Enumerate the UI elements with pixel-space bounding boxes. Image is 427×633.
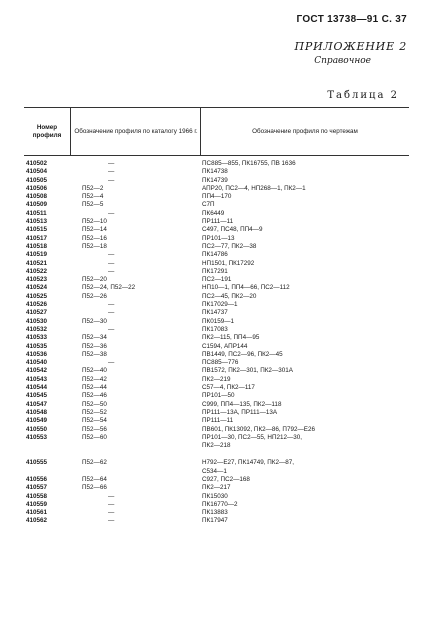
table-row [24,301,409,309]
table-row [24,326,409,334]
drawing-designation: ПК2—115, ПП4—95 [202,334,260,342]
table-row [24,409,409,417]
profile-number: 410517 [26,234,48,242]
catalog-designation: — [108,500,115,508]
drawing-designation: ПК16770—2 [202,500,238,508]
drawing-designation: ПС885—855, ПК16755, ПВ 1636 [202,160,296,167]
table-row [24,251,409,259]
profile-number: 410556 [26,475,48,483]
profile-number: 410518 [26,242,48,250]
profile-number: 410533 [26,334,48,342]
catalog-designation: П52—64 [82,475,107,483]
drawing-designation: ПР111—13А, ПР111—13А [202,408,278,416]
table-row [24,509,409,517]
drawing-designation: ПК13883 [202,509,228,517]
table-row [24,376,409,384]
drawing-designation: ПР111—11 [202,417,234,425]
table-row [24,343,409,351]
table-row [24,434,409,442]
profile-number: 410515 [26,226,48,234]
catalog-designation: П52—30 [82,317,107,325]
profile-number: 410553 [26,433,48,441]
table-row [24,268,409,276]
table-row [24,468,409,476]
table-row [24,401,409,409]
table-row [24,334,409,342]
catalog-designation: П52—38 [82,350,107,358]
table-row [24,185,409,193]
drawing-designation: ПС2—77, ПК2—38 [202,242,257,250]
drawing-designation: С7П [202,201,215,209]
catalog-designation: П52—10 [82,218,107,226]
profile-number: 410526 [26,301,48,309]
drawing-designation: ПК2—219 [202,375,231,383]
profile-number: 410545 [26,392,48,400]
drawing-designation: НП1501, ПК17292 [202,259,255,267]
catalog-designation: П52—60 [82,433,107,441]
profile-number: 410522 [26,267,48,275]
drawing-designation: НП10—1, ПП4—66, ПС2—112 [202,284,290,292]
table-row [24,318,409,326]
catalog-designation: П52—66 [82,484,107,492]
profile-number: 410505 [26,176,48,184]
profile-number: 410561 [26,509,48,517]
catalog-designation: П52—44 [82,384,107,392]
table-row [24,160,409,168]
profile-number: 410542 [26,367,48,375]
table-header [24,107,409,156]
table-row [24,459,409,467]
profile-number: 410557 [26,484,48,492]
table-row [24,392,409,400]
catalog-designation: П52—50 [82,400,107,408]
catalog-designation: П52—36 [82,342,107,350]
table-row [24,260,409,268]
profile-number: 410549 [26,417,48,425]
table-row [24,476,409,484]
profile-number: 410558 [26,492,48,500]
header-catalog-designation: Обозначение профиля по каталогу 1966 г. [70,108,201,155]
drawing-designation: С999, ПП4—135, ПК2—118 [202,400,282,408]
catalog-designation: П52—26 [82,292,107,300]
profile-number: 410536 [26,350,48,358]
profile-number: 410555 [26,459,48,467]
profile-number: 410540 [26,359,48,367]
catalog-designation: П52—4 [82,193,104,201]
drawing-designation: ПВ1449, ПС2—96, ПК2—45 [202,350,283,358]
drawing-designation: ПК6449 [202,209,225,217]
table-row [24,517,409,525]
profile-number: 410511 [26,209,47,217]
catalog-designation: — [108,259,115,267]
table-row [24,501,409,509]
drawing-designation: ПК14737 [202,309,228,317]
profile-number: 410519 [26,251,48,259]
catalog-designation: — [108,509,115,517]
catalog-designation: П52—42 [82,375,107,383]
table-row [24,293,409,301]
header-profile-number: Номер профиля [32,123,62,139]
table-row [24,442,409,450]
catalog-designation: П52—16 [82,234,107,242]
catalog-designation: П52—56 [82,425,107,433]
catalog-designation: П52—52 [82,408,107,416]
drawing-designation: ПК17291 [202,267,228,275]
profile-number: 410506 [26,184,48,192]
drawing-designation: ПР111—11 [202,218,234,226]
appendix-title: ПРИЛОЖЕНИЕ 2 [294,40,407,53]
profile-number: 410508 [26,193,48,201]
table-row [24,384,409,392]
standard-header: ГОСТ 13738—91 С. 37 [296,14,407,25]
table-row [24,193,409,201]
table-row [24,243,409,251]
catalog-designation: П52—54 [82,417,107,425]
header-drawing-designation: Обозначение профиля по чертежам [200,108,409,155]
catalog-designation: П52—18 [82,242,107,250]
profile-number: 410504 [26,168,48,176]
catalog-designation: П52—5 [82,201,104,209]
catalog-designation: П52—62 [82,459,107,467]
profile-number: 410530 [26,317,48,325]
drawing-designation: ПВ1572, ПК2—301, ПК2—301А [202,367,293,375]
catalog-designation: П52—24, П52—22 [82,284,136,292]
drawing-designation: С497, ПС48, ПП4—9 [202,226,263,234]
profile-number: 410513 [26,218,48,226]
table-row [24,359,409,367]
catalog-designation: П52—46 [82,392,107,400]
catalog-designation: — [108,251,115,259]
profile-number: 410544 [26,384,48,392]
catalog-designation: — [108,176,115,184]
table-row [24,235,409,243]
drawing-designation: ПР101—30, ПС2—55, НП212—30, [202,433,303,441]
catalog-designation: П52—14 [82,226,107,234]
table-row [24,226,409,234]
table-row [24,309,409,317]
table-row [24,210,409,218]
profile-number: 410509 [26,201,48,209]
drawing-designation: ПП4—170 [202,193,232,201]
drawing-designation: ПВ601, ПК13092, ПК2—86, П792—Е26 [202,425,315,433]
table-row [24,201,409,209]
drawing-designation: ПК17947 [202,517,228,525]
drawing-designation: ПР101—13 [202,234,235,242]
drawing-designation: АПР20, ПС2—4, НП268—1, ПК2—1 [202,184,306,192]
catalog-designation: — [108,517,115,525]
profile-number: 410559 [26,500,48,508]
drawing-designation: ПК15030 [202,492,228,500]
catalog-designation: П52—2 [82,184,104,192]
drawing-designation: ПС2—45, ПК2—20 [202,292,257,300]
catalog-designation: П52—34 [82,334,107,342]
drawing-designation: Н792—Е27, ПК14749, ПК2—87, [202,459,295,467]
table-caption: Таблица 2 [327,90,399,101]
profile-table [24,107,409,526]
drawing-designation: ПК14738 [202,168,228,176]
table-row [24,484,409,492]
drawing-designation: ПК14786 [202,251,228,259]
profile-number: 410562 [26,517,48,525]
catalog-designation: — [108,359,115,367]
table-row [24,218,409,226]
drawing-designation: ПК2—218 [202,442,231,450]
drawing-designation: С57—4, ПК2—117 [202,384,255,392]
catalog-designation: П52—40 [82,367,107,375]
table-row [24,493,409,501]
drawing-designation: С534—1 [202,467,227,475]
profile-number: 410524 [26,284,48,292]
drawing-designation: ПК17083 [202,325,228,333]
table-row [24,276,409,284]
profile-number: 410523 [26,276,48,284]
profile-number: 410502 [26,160,48,167]
profile-number: 410548 [26,408,48,416]
drawing-designation: С927, ПС2—168 [202,475,250,483]
appendix-note: Справочное [314,56,371,66]
table-row [24,168,409,176]
catalog-designation: — [108,309,115,317]
profile-number: 410521 [26,259,48,267]
drawing-designation: ПК2—217 [202,484,231,492]
catalog-designation: — [108,209,115,217]
drawing-designation: ПК17029—1 [202,301,238,309]
table-row [24,417,409,425]
profile-number: 410550 [26,425,48,433]
table-row [24,367,409,375]
catalog-designation: П52—20 [82,276,107,284]
catalog-designation: — [108,168,115,176]
profile-number: 410535 [26,342,48,350]
drawing-designation: ПК0159—1 [202,317,235,325]
catalog-designation: — [108,160,115,167]
drawing-designation: ПР101—50 [202,392,235,400]
catalog-designation: — [108,267,115,275]
drawing-designation: ПС2—191 [202,276,232,284]
profile-number: 410543 [26,375,48,383]
table-body [24,156,409,526]
table-row [24,351,409,359]
table-row [24,177,409,185]
catalog-designation: — [108,325,115,333]
profile-number: 410527 [26,309,48,317]
catalog-designation: — [108,492,115,500]
table-row [24,426,409,434]
drawing-designation: ПС885—776 [202,359,239,367]
drawing-designation: С1594, АПР144 [202,342,248,350]
table-row [24,284,409,292]
profile-number: 410525 [26,292,48,300]
profile-number: 410547 [26,400,48,408]
profile-number: 410532 [26,325,48,333]
drawing-designation: ПК14739 [202,176,228,184]
catalog-designation: — [108,301,115,309]
